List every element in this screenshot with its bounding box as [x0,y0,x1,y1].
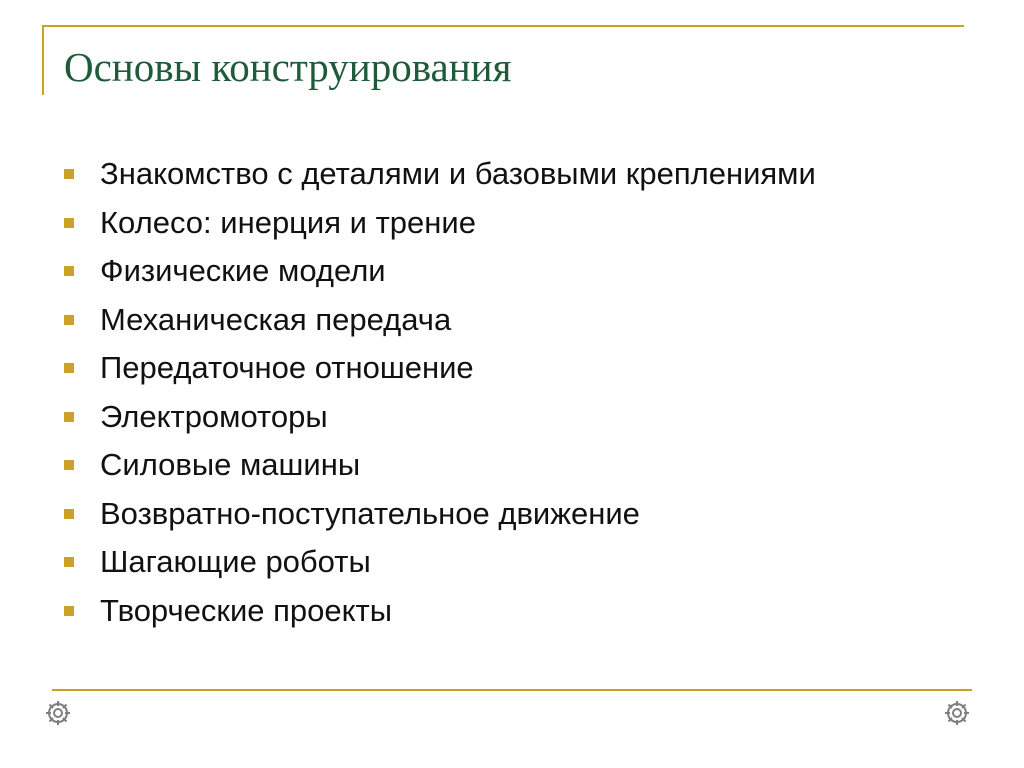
list-item [64,344,816,393]
list-item [64,296,816,345]
list-item [64,587,816,636]
list-item-text: Силовые машины [100,447,361,483]
footer-divider [52,689,972,691]
bullet-list [64,150,816,635]
square-bullet-icon [64,509,74,519]
gear-icon [944,700,970,726]
square-bullet-icon [64,363,74,373]
gear-icon [45,700,71,726]
list-item-text: Шагающие роботы [100,544,371,580]
list-item-text: Колесо: инерция и трение [100,204,476,240]
list-item [64,490,816,539]
square-bullet-icon [64,412,74,422]
list-item-text: Передаточное отношение [100,350,474,386]
list-item-text: Механическая передача [100,301,452,337]
title-frame-top-line [42,25,964,27]
slide-title: Основы конструирования [64,44,512,90]
list-item-text: Физические модели [100,253,386,289]
square-bullet-icon [64,218,74,228]
list-item [64,247,816,296]
list-item [64,441,816,490]
square-bullet-icon [64,557,74,567]
list-item-text: Электромоторы [100,398,328,434]
square-bullet-icon [64,169,74,179]
list-item [64,199,816,248]
square-bullet-icon [64,315,74,325]
list-item-text: Знакомство с деталями и базовыми креплениями [100,156,816,192]
list-item-text: Творческие проекты [100,592,393,628]
list-item [64,150,816,199]
square-bullet-icon [64,606,74,616]
square-bullet-icon [64,460,74,470]
list-item [64,538,816,587]
list-item-text: Возвратно-поступательное движение [100,495,640,531]
title-frame-left-line [42,25,44,95]
square-bullet-icon [64,266,74,276]
list-item [64,393,816,442]
